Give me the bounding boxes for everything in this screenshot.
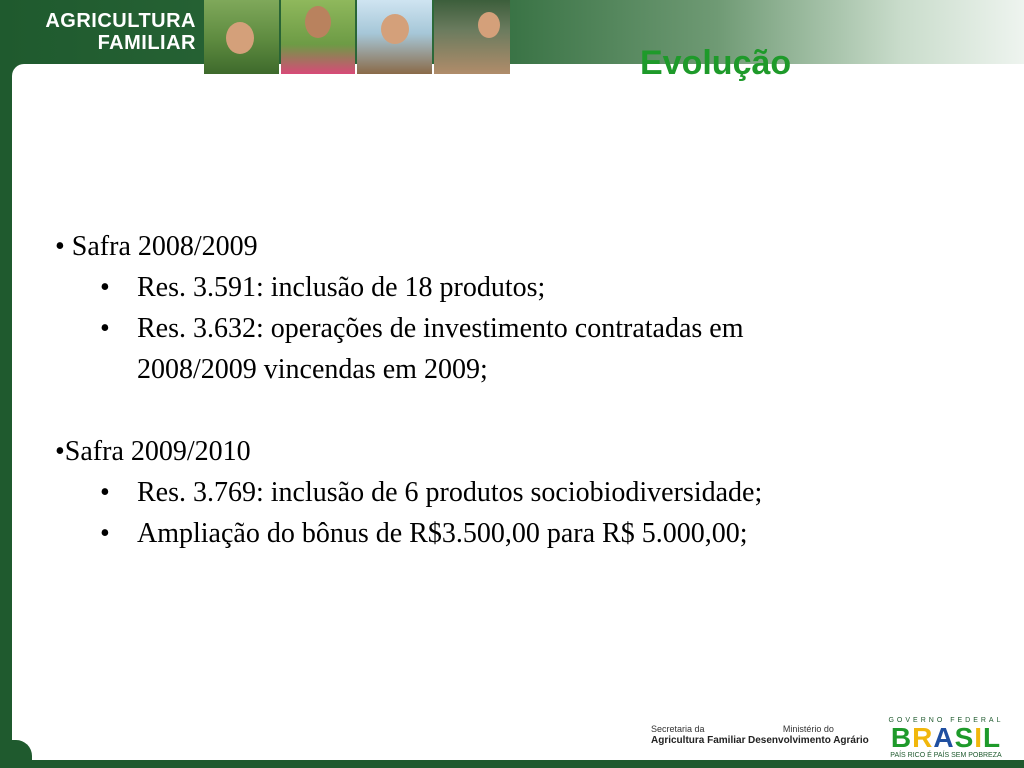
list-item-text: Ampliação do bônus de R$3.500,00 para R$ 5.000,00; <box>137 518 748 549</box>
bullet: • <box>100 272 110 303</box>
photo-woman-farmer <box>281 0 356 74</box>
footer-corner <box>0 740 32 768</box>
bullet: • <box>100 477 110 508</box>
photo-farmer-with-hat <box>357 0 432 74</box>
secretaria-line-1: Secretaria da <box>651 724 705 734</box>
list-item <box>55 267 955 308</box>
section-heading: •Safra 2009/2010 <box>55 436 251 467</box>
slide-title: Evolução <box>640 44 792 82</box>
footer-bar <box>0 760 1024 768</box>
ministerio-line-2: Desenvolvimento Agrário <box>748 735 869 746</box>
ministerio-line-1: Ministério do <box>782 724 834 734</box>
program-logo <box>36 10 196 62</box>
governo-federal-logo <box>878 716 1014 760</box>
list-item-text: Res. 3.769: inclusão de 6 produtos sociobiodiversidade; <box>137 477 763 508</box>
left-bar <box>0 0 12 768</box>
bullet: • <box>100 518 110 549</box>
bullet: • <box>100 313 110 344</box>
governo-federal-label: GOVERNO FEDERAL <box>888 717 1004 724</box>
photo-young-farmer <box>204 0 279 74</box>
photo-farmer-with-tool <box>434 0 510 74</box>
list-item-text: Res. 3.591: inclusão de 18 produtos; <box>137 272 546 303</box>
secretaria-logo <box>651 724 745 746</box>
header-curve <box>12 64 1024 76</box>
ministerio-logo <box>748 724 869 746</box>
list-item <box>55 472 955 513</box>
list-item-text: Res. 3.632: operações de investimento contratadas em <box>137 313 744 344</box>
list-item-continuation <box>55 349 955 390</box>
list-item-text: 2008/2009 vincendas em 2009; <box>137 354 488 385</box>
secretaria-line-2: Agricultura Familiar <box>651 735 746 746</box>
spacer <box>55 390 955 431</box>
brasil-wordmark: BRASIL <box>890 722 1002 753</box>
list-item <box>55 513 955 554</box>
header-photo-strip <box>204 0 510 74</box>
brasil-slogan: PAÍS RICO É PAÍS SEM POBREZA <box>890 752 1002 759</box>
slide-body <box>55 226 955 554</box>
section-heading: • Safra 2008/2009 <box>55 231 258 262</box>
logo-line-2: FAMILIAR <box>97 32 196 54</box>
logo-line-1: AGRICULTURA <box>45 10 196 32</box>
list-item <box>55 308 955 349</box>
